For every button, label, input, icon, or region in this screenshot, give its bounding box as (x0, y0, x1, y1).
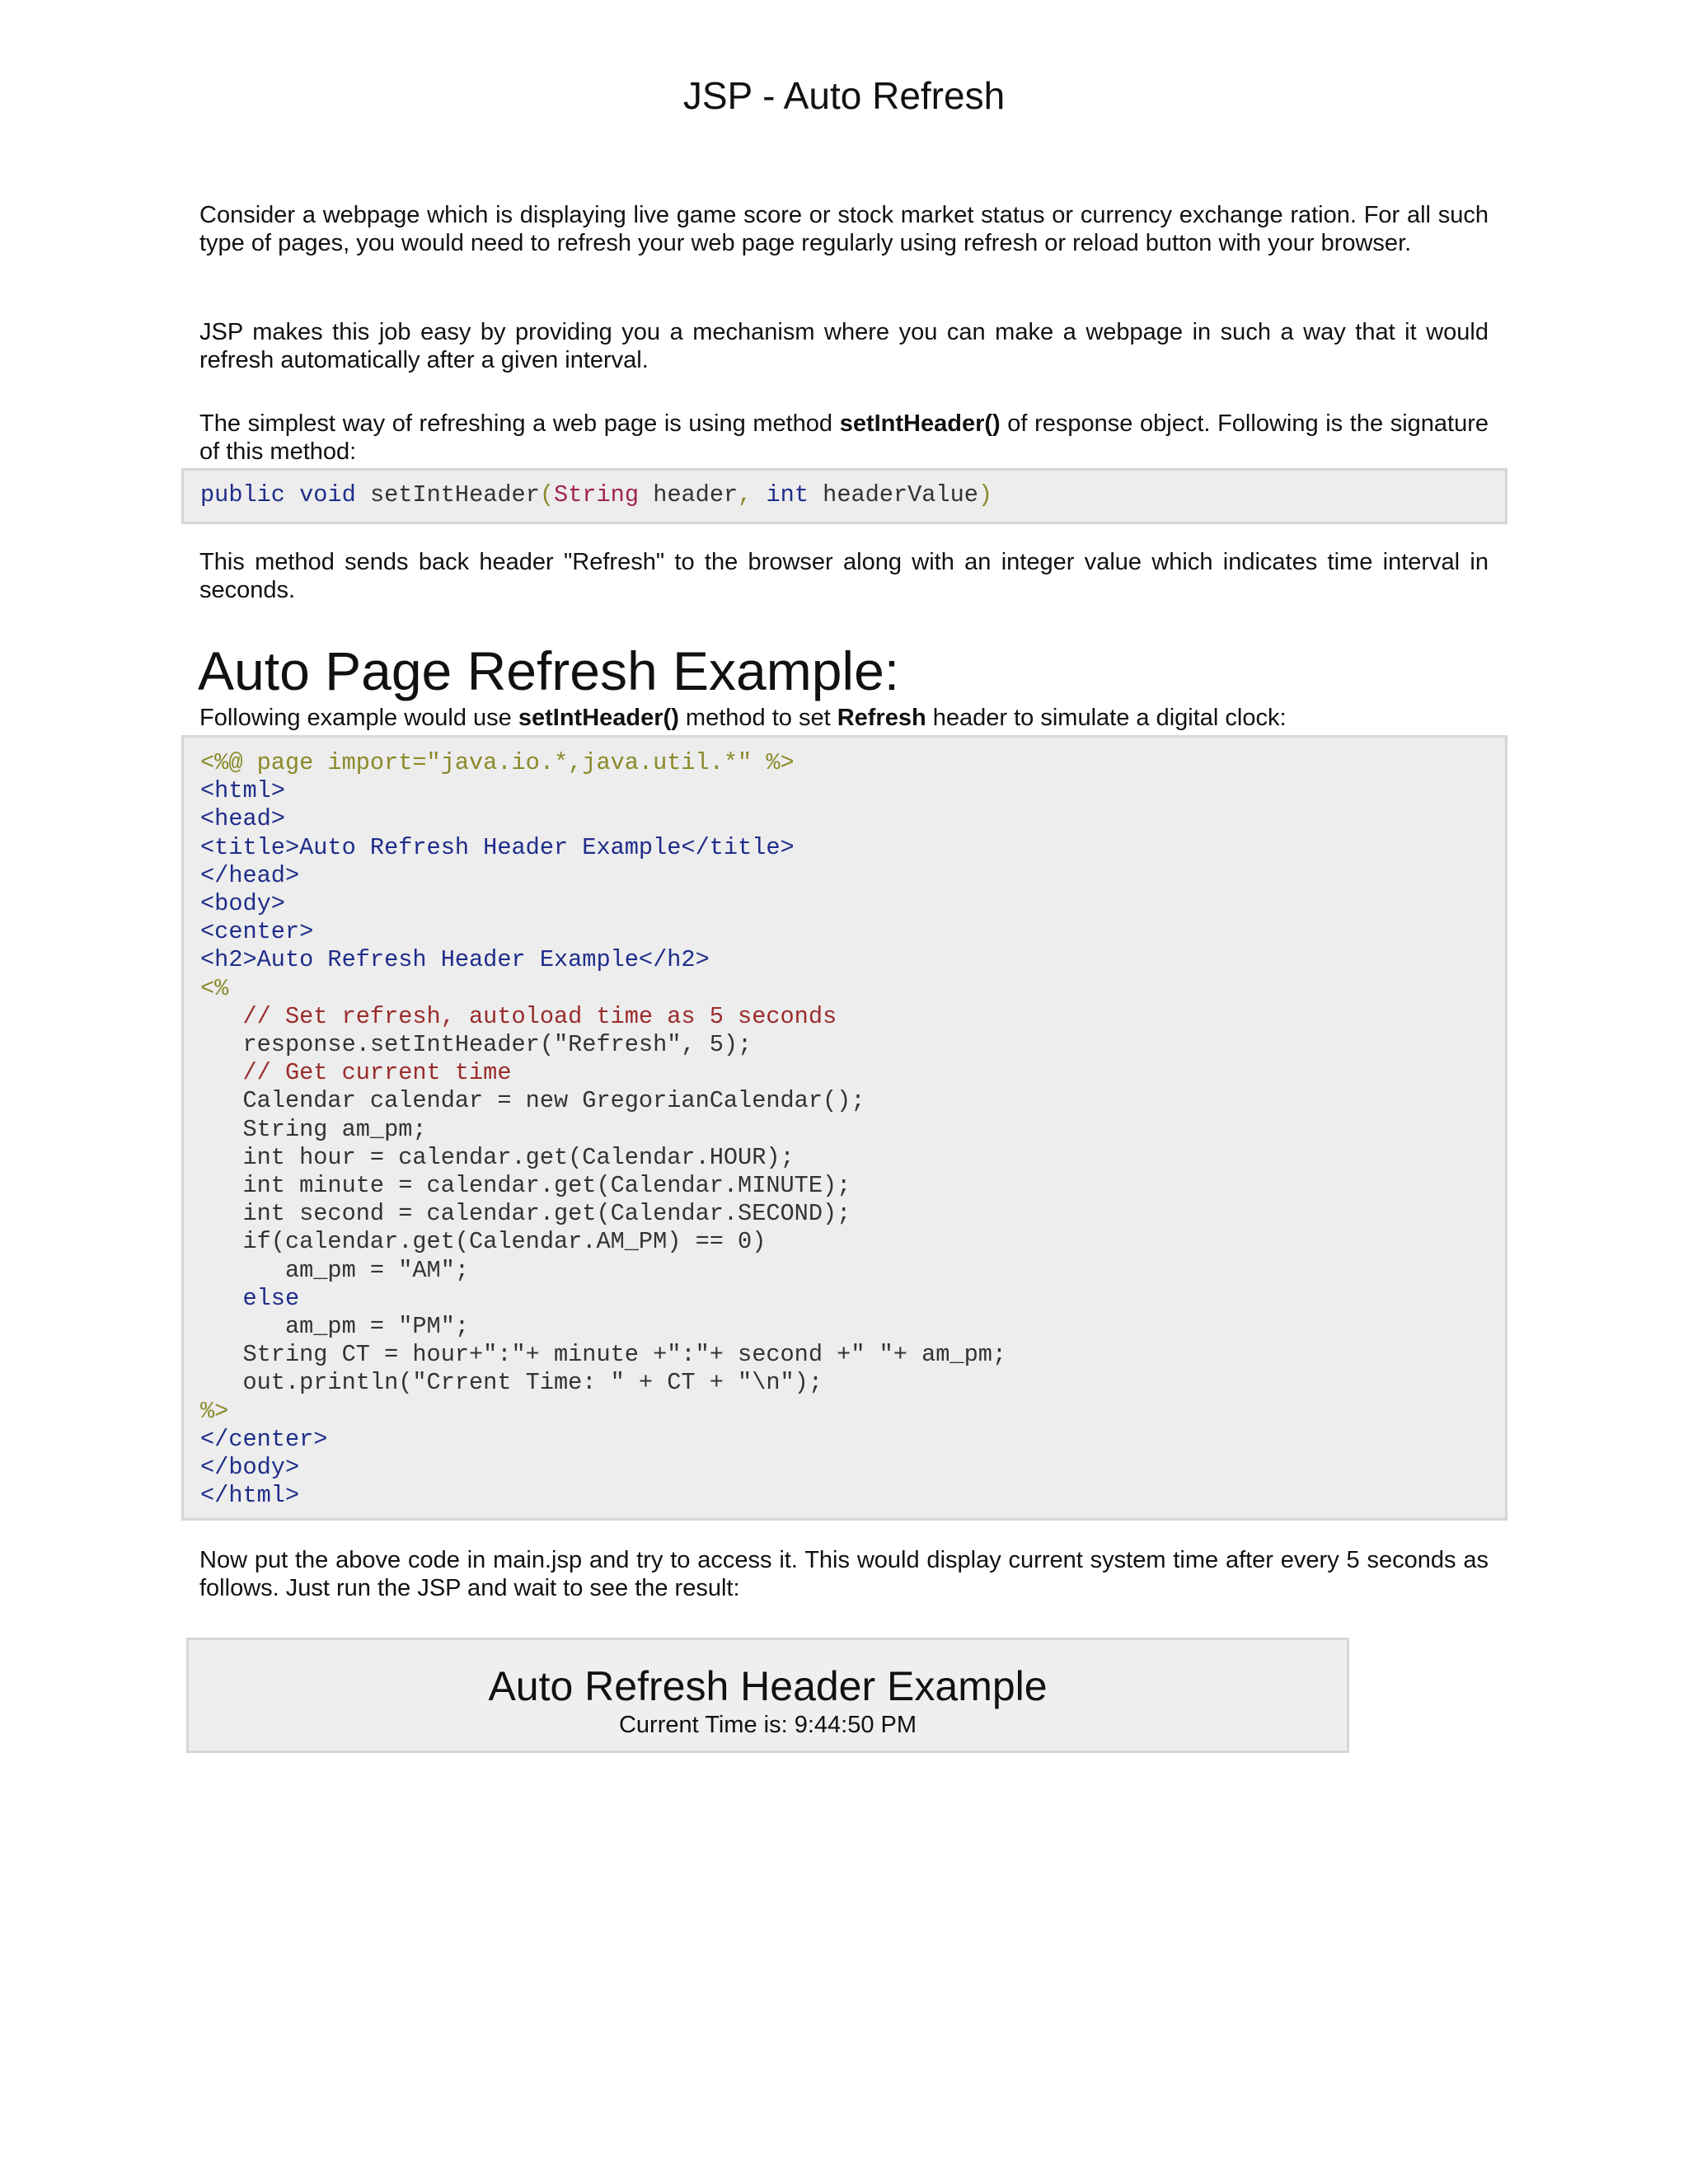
code-line: <%@ page import="java.io.*,java.util.*" %> (200, 749, 795, 776)
code-line: response.setIntHeader("Refresh", 5); (200, 1031, 753, 1059)
result-time: Current Time is: 9:44:50 PM (618, 1712, 917, 1738)
code-line: int minute = calendar.get(Calendar.MINUTE); (200, 1172, 851, 1200)
code-line: int second = calendar.get(Calendar.SECOND); (200, 1200, 851, 1228)
section-heading: Auto Page Refresh Example: (198, 640, 900, 701)
method-name-bold: setIntHeader() (839, 410, 1001, 437)
code-line: out.println("Crrent Time: " + CT + "\n"); (200, 1369, 823, 1397)
code-line: <h2>Auto Refresh Header Example</h2> (200, 946, 710, 974)
code-token: header (653, 481, 738, 509)
code-line: am_pm = "PM"; (200, 1313, 470, 1341)
intro-paragraph-2: JSP makes this job easy by providing you a mechanism where you can make a webpage in such a way that it would refresh automatically after a given interval. (199, 319, 1489, 373)
example-code-block (181, 735, 1507, 1521)
code-line: // Set refresh, autoload time as 5 seconds (200, 1002, 837, 1030)
after-code-paragraph: Now put the above code in main.jsp and try to access it. This would display current system time after every 5 seconds as follows. Just run the JSP and wait to see the result: (199, 1547, 1489, 1601)
section-lead-bold: Refresh (837, 705, 926, 731)
code-token: headerValue (823, 481, 978, 509)
code-line: <center> (200, 918, 314, 946)
code-line: else (200, 1284, 300, 1312)
code-line: if(calendar.get(Calendar.AM_PM) == 0) (200, 1228, 767, 1256)
section-lead-text: Following example would use (199, 705, 518, 731)
section-lead (199, 704, 1489, 732)
code-line: am_pm = "AM"; (200, 1256, 470, 1284)
code-line: </head> (200, 861, 300, 889)
code-line: <html> (200, 777, 285, 805)
intro-paragraph-3-text-before: The simplest way of refreshing a web page is using method (199, 410, 840, 437)
page-title: JSP - Auto Refresh (682, 74, 1006, 117)
code-line: String CT = hour+":"+ minute +":"+ second +" "+ am_pm; (200, 1341, 1007, 1369)
code-token: void (299, 481, 356, 509)
code-line: String am_pm; (200, 1115, 427, 1143)
code-line: <head> (200, 805, 285, 833)
code-line: <title>Auto Refresh Header Example</title> (200, 833, 795, 861)
code-token: , (738, 481, 753, 509)
result-heading: Auto Refresh Header Example (488, 1663, 1048, 1709)
code-line: // Get current time (200, 1059, 512, 1087)
signature-explanation: This method sends back header "Refresh" to the browser along with an integer value which indicates time interval in seconds. (199, 549, 1489, 603)
code-token: ( (539, 481, 555, 509)
code-line: %> (200, 1397, 229, 1425)
code-line: <body> (200, 890, 285, 918)
code-line: </center> (200, 1425, 328, 1453)
code-line: </body> (200, 1454, 300, 1482)
code-token: int (766, 481, 809, 509)
code-token: ) (978, 481, 993, 509)
result-preview (186, 1638, 1349, 1753)
code-line: int hour = calendar.get(Calendar.HOUR); (200, 1143, 795, 1171)
code-line: <% (200, 974, 229, 1002)
signature-line (184, 481, 1505, 509)
section-lead-text: header to simulate a digital clock: (926, 705, 1287, 731)
code-token: setIntHeader (369, 481, 540, 509)
code-token: String (554, 481, 640, 509)
intro-paragraph-3 (199, 410, 1489, 466)
code-line: Calendar calendar = new GregorianCalendar(); (200, 1087, 865, 1115)
section-lead-bold: setIntHeader() (518, 705, 679, 731)
section-lead-text: method to set (678, 705, 837, 731)
code-line: </html> (200, 1482, 300, 1510)
signature-code-block (181, 468, 1507, 524)
intro-paragraph-1: Consider a webpage which is displaying live game score or stock market status or currency exchange ration. For all such type of pages, you would need to refresh your web page regularly using refresh or reload button with your browser. (199, 202, 1489, 256)
code-token: public (200, 481, 285, 509)
intro-paragraph-3-text-after: of response object. Following is the signature of this method: (199, 410, 1489, 465)
